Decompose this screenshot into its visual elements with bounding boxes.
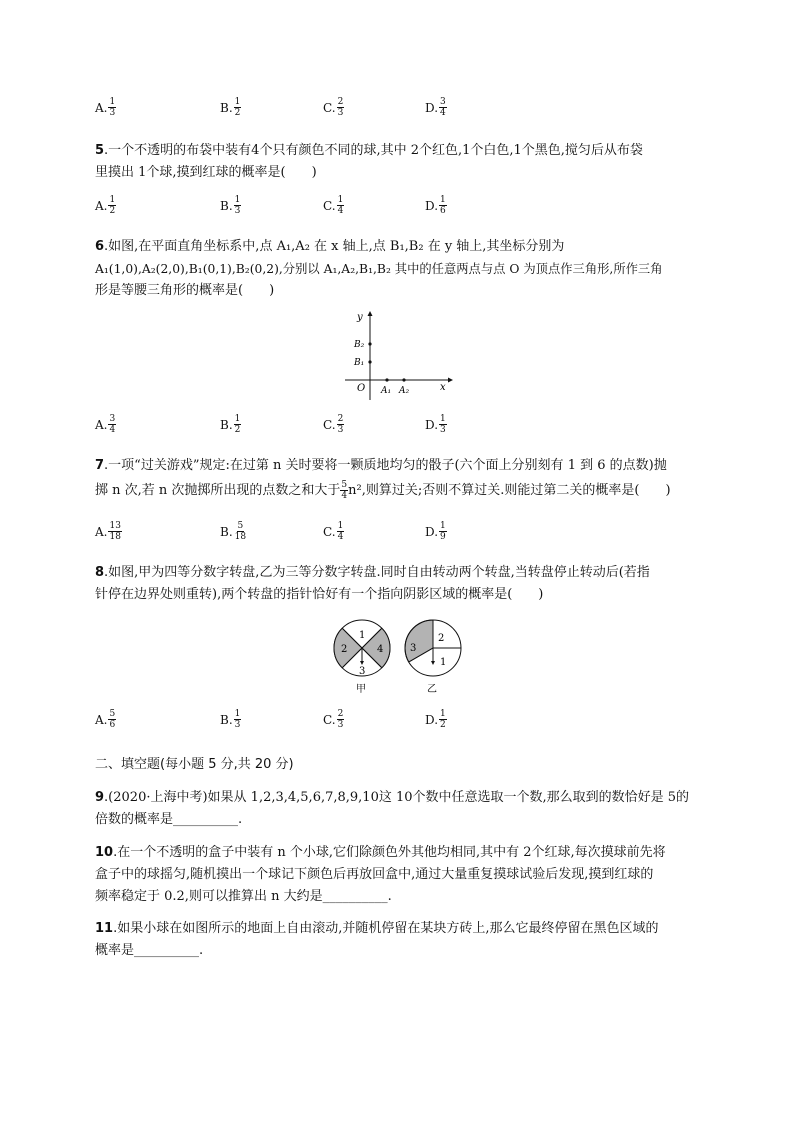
option-c bbox=[323, 97, 344, 118]
option-b bbox=[220, 414, 241, 435]
a1-label: A₁ bbox=[381, 386, 392, 396]
option-label: D. bbox=[425, 712, 439, 727]
option-fraction: $\frac{1}{2}$ bbox=[440, 709, 446, 730]
option-a bbox=[95, 195, 116, 216]
question-5 bbox=[95, 140, 705, 184]
question-11 bbox=[95, 918, 705, 962]
q9-line1: 9.(2020·上海中考)如果从 1,2,3,4,5,6,7,8,9,10这 10个数中任意选取一个数,那么取到的数恰好是 5的 bbox=[95, 790, 690, 805]
option-label: C. bbox=[323, 100, 336, 115]
option-c bbox=[323, 195, 344, 216]
question-10 bbox=[95, 842, 705, 908]
option-label: C. bbox=[323, 198, 336, 213]
option-label: C. bbox=[323, 524, 336, 539]
option-label: C. bbox=[323, 417, 336, 432]
option-fraction: $\frac{1}{3}$ bbox=[234, 195, 241, 216]
option-a bbox=[95, 709, 116, 730]
coordinate-figure bbox=[340, 310, 455, 402]
option-b bbox=[220, 521, 247, 542]
jia-label-1: 1 bbox=[359, 630, 366, 641]
yi-caption: 乙 bbox=[427, 684, 437, 695]
q10-line3: 频率稳定于 0.2,则可以推算出 n 大约是__________. bbox=[95, 889, 392, 904]
option-label: A. bbox=[95, 198, 108, 213]
yi-label-2: 2 bbox=[438, 633, 445, 644]
option-label: A. bbox=[95, 524, 108, 539]
option-d bbox=[425, 521, 447, 542]
q5-line1: 5.一个不透明的布袋中装有4个只有颜色不同的球,其中 2个红色,1个白色,1个黑色,搅匀后从布袋 bbox=[95, 143, 643, 158]
option-fraction: $\frac{1}{3}$ bbox=[109, 97, 116, 118]
option-label: A. bbox=[95, 417, 108, 432]
q8-line2: 针停在边界处则重转),两个转盘的指针恰好有一个指向阴影区域的概率是( ) bbox=[95, 587, 544, 602]
option-label: A. bbox=[95, 100, 108, 115]
option-d bbox=[425, 97, 447, 118]
option-label: B. bbox=[220, 524, 233, 539]
option-b bbox=[220, 195, 241, 216]
question-6 bbox=[95, 236, 705, 302]
option-label: D. bbox=[425, 524, 439, 539]
option-fraction: $\frac{2}{3}$ bbox=[337, 709, 344, 730]
point-b1 bbox=[368, 360, 371, 363]
option-label: B. bbox=[220, 712, 233, 727]
q9-line2: 倍数的概率是__________. bbox=[95, 812, 243, 827]
option-c bbox=[323, 414, 344, 435]
y-label: y bbox=[357, 312, 363, 323]
point-b2 bbox=[368, 342, 371, 345]
q7-line2: 掷 n 次,若 n 次抛掷所出现的点数之和大于 $\frac{5}{4}$ n²,则算过关;否则不算过关.则能过第二关的概率是( ) bbox=[95, 480, 671, 501]
option-b bbox=[220, 97, 241, 118]
jia-label-3: 3 bbox=[359, 666, 366, 677]
yi-label-1: 1 bbox=[440, 657, 447, 668]
question-8 bbox=[95, 562, 705, 606]
option-label: D. bbox=[425, 100, 439, 115]
option-d bbox=[425, 414, 447, 435]
option-fraction: $\frac{1}{4}$ bbox=[337, 521, 344, 542]
option-d bbox=[425, 195, 447, 216]
option-fraction: $\frac{1}{2}$ bbox=[234, 97, 241, 118]
option-fraction: $\frac{3}{4}$ bbox=[109, 414, 116, 435]
section-2-heading: 二、填空题(每小题 5 分,共 20 分) bbox=[95, 757, 294, 772]
option-a bbox=[95, 521, 122, 542]
jia-label-4: 4 bbox=[377, 644, 384, 655]
q6-line1: 6.如图,在平面直角坐标系中,点 A₁,A₂ 在 x 轴上,点 B₁,B₂ 在 y 轴上,其坐标分别为 bbox=[95, 239, 565, 254]
option-c bbox=[323, 521, 344, 542]
spinner-jia bbox=[334, 620, 390, 695]
option-label: A. bbox=[95, 712, 108, 727]
option-a bbox=[95, 97, 116, 118]
b1-label: B₁ bbox=[354, 358, 365, 368]
b2-label: B₂ bbox=[354, 340, 365, 350]
q10-line2: 盒子中的球摇匀,随机摸出一个球记下颜色后再放回盒中,通过大量重复摸球试验后发现,摸到红球的 bbox=[95, 867, 654, 882]
option-fraction: $\frac{5}{6}$ bbox=[109, 709, 116, 730]
option-label: B. bbox=[220, 100, 233, 115]
jia-caption: 甲 bbox=[356, 684, 366, 695]
option-d bbox=[425, 709, 447, 730]
q7-fraction: $\frac{5}{4}$ bbox=[341, 480, 348, 501]
option-fraction: $\frac{13}{18}$ bbox=[109, 521, 121, 542]
point-a2 bbox=[402, 378, 405, 381]
q6-line3: 形是等腰三角形的概率是( ) bbox=[95, 283, 275, 298]
q10-line1: 10.在一个不透明的盒子中装有 n 个小球,它们除颜色外其他均相同,其中有 2个红球,每次摸球前先将 bbox=[95, 845, 666, 860]
option-fraction: $\frac{1}{4}$ bbox=[337, 195, 344, 216]
yi-label-3: 3 bbox=[410, 643, 417, 654]
option-c bbox=[323, 709, 344, 730]
option-a bbox=[95, 414, 116, 435]
question-9 bbox=[95, 787, 705, 831]
origin-label: O bbox=[357, 383, 366, 394]
point-a1 bbox=[385, 378, 388, 381]
option-fraction: $\frac{1}{2}$ bbox=[109, 195, 116, 216]
option-fraction: $\frac{1}{3}$ bbox=[440, 414, 446, 435]
option-b bbox=[220, 709, 241, 730]
option-label: B. bbox=[220, 198, 233, 213]
q11-line1: 11.如果小球在如图所示的地面上自由滚动,并随机停留在某块方砖上,那么它最终停留在黑色区域的 bbox=[95, 921, 659, 936]
q8-line1: 8.如图,甲为四等分数字转盘,乙为三等分数字转盘.同时自由转动两个转盘,当转盘停止转动后(若指 bbox=[95, 565, 650, 580]
option-fraction: $\frac{1}{6}$ bbox=[440, 195, 446, 216]
spinner-figure bbox=[330, 617, 465, 697]
question-7 bbox=[95, 455, 705, 502]
option-fraction: $\frac{1}{3}$ bbox=[234, 709, 241, 730]
option-fraction: $\frac{3}{4}$ bbox=[440, 97, 446, 118]
option-fraction: $\frac{5}{18}$ bbox=[234, 521, 247, 542]
a2-label: A₂ bbox=[399, 386, 410, 396]
option-label: D. bbox=[425, 198, 439, 213]
q7-line1: 7.一项“过关游戏”规定:在过第 n 关时要将一颗质地均匀的骰子(六个面上分别刻有 1 到 6 的点数)抛 bbox=[95, 458, 667, 473]
option-fraction: $\frac{1}{2}$ bbox=[234, 414, 241, 435]
option-fraction: $\frac{1}{9}$ bbox=[440, 521, 446, 542]
x-label: x bbox=[440, 382, 446, 393]
option-label: C. bbox=[323, 712, 336, 727]
spinner-yi bbox=[405, 620, 461, 695]
option-fraction: $\frac{2}{3}$ bbox=[337, 414, 344, 435]
q5-line2: 里摸出 1个球,摸到红球的概率是( ) bbox=[95, 165, 317, 180]
option-label: D. bbox=[425, 417, 439, 432]
q6-line2: A₁(1,0),A₂(2,0),B₁(0,1),B₂(0,2),分别以 A₁,A₂,B₁,B₂ 其中的任意两点与点 O 为顶点作三角形,所作三角 bbox=[95, 262, 663, 276]
q11-line2: 概率是__________. bbox=[95, 943, 204, 958]
option-fraction: $\frac{2}{3}$ bbox=[337, 97, 344, 118]
option-label: B. bbox=[220, 417, 233, 432]
jia-label-2: 2 bbox=[341, 644, 348, 655]
